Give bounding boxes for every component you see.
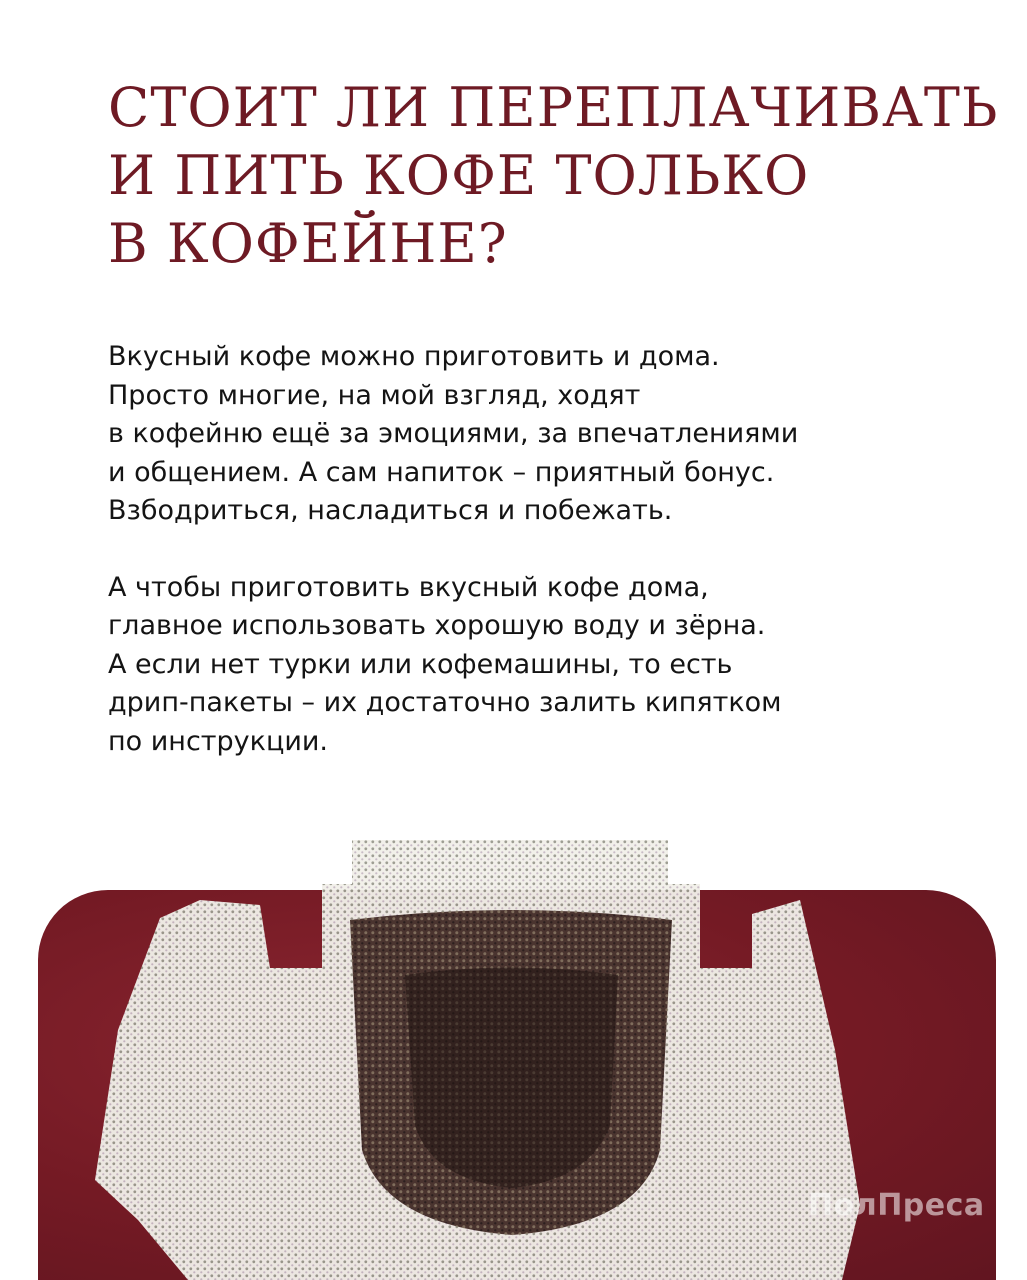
text-line: А чтобы приготовить вкусный кофе дома, bbox=[108, 571, 709, 603]
text-line: Вкусный кофе можно приготовить и дома. bbox=[108, 341, 720, 372]
text-line: в кофейню ещё за эмоциями, за впечатлениями bbox=[108, 418, 799, 449]
text-line: А если нет турки или кофемашины, то есть bbox=[108, 648, 733, 680]
title-line: И ПИТЬ КОФЕ ТОЛЬКО bbox=[108, 144, 810, 207]
text-line: дрип-пакеты – их достаточно залить кипятком bbox=[108, 687, 782, 718]
text-line: Просто многие, на мой взгляд, ходят bbox=[108, 379, 641, 411]
title-line: СТОИТ ЛИ ПЕРЕПЛАЧИВАТЬ bbox=[108, 76, 999, 139]
watermark: ПолПреса bbox=[808, 1188, 985, 1223]
text-line: и общением. А сам напиток – приятный бонус. bbox=[108, 456, 775, 488]
text-line: по инструкции. bbox=[108, 725, 329, 757]
title-line: В КОФЕЙНЕ? bbox=[108, 212, 508, 275]
text-line: Взбодриться, насладиться и побежать. bbox=[108, 495, 673, 526]
text-line: главное использовать хорошую воду и зёрна. bbox=[108, 610, 766, 641]
